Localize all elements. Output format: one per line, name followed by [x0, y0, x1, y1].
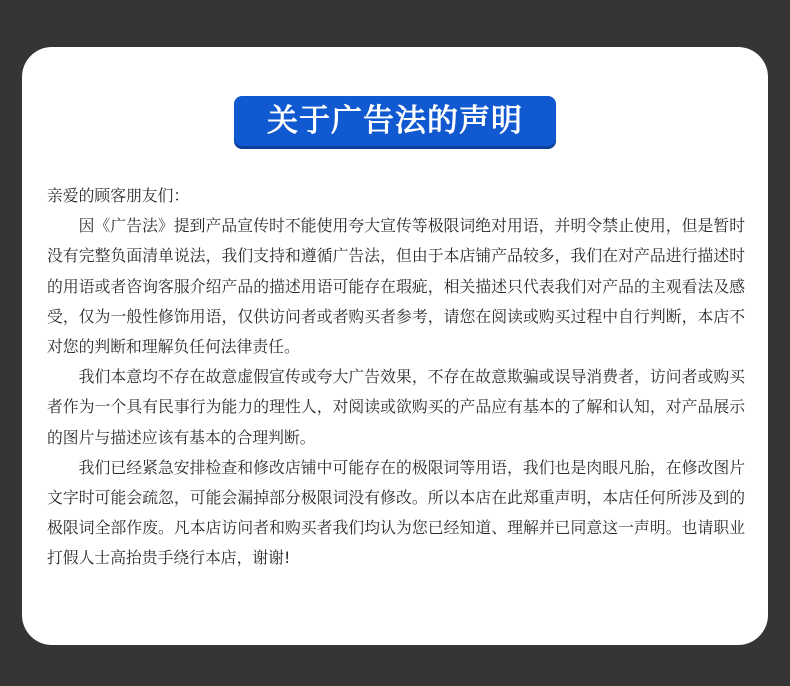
paragraph-advertising-law: 因《广告法》提到产品宣传时不能使用夸大宣传等极限词绝对用语，并明令禁止使用，但是暂时没有完整负面清单说法，我们支持和遵循广告法，但由于本店铺产品较多，我们在对产品进行描述时的用语或者咨询客服介绍产品的描述用语可能存在瑕疵，相关描述只代表我们对产品的主观看法及感受，仅为一般性修饰用语，仅供访问者或者购买者参考，请您在阅读或购买过程中自行判断，本店不对您的判断和理解负任何法律责任。: [47, 216, 745, 357]
page-title: 关于广告法的声明: [234, 96, 556, 146]
paragraph-correction: 我们已经紧急安排检查和修改店铺中可能存在的极限词等用语，我们也是肉眼凡胎，在修改图片文字时可能会疏忽，可能会漏掉部分极限词没有修改。所以本店在此郑重声明，本店任何所涉及到的极限词全部作废。凡本店访问者和购买者我们均认为您已经知道、理解并已同意这一声明。也请职业打假人士高抬贵手绕行本店，谢谢!: [47, 457, 745, 568]
statement-body: [47, 181, 745, 574]
paragraph-intent: 我们本意均不存在故意虚假宣传或夸大广告效果，不存在故意欺骗或误导消费者，访问者或购买者作为一个具有民事行为能力的理性人，对阅读或欲购买的产品应有基本的了解和认知，对产品展示的图片与描述应该有基本的合理判断。: [47, 367, 745, 447]
greeting-line: 亲爱的顾客朋友们：: [47, 186, 190, 205]
statement-card: [22, 47, 768, 645]
